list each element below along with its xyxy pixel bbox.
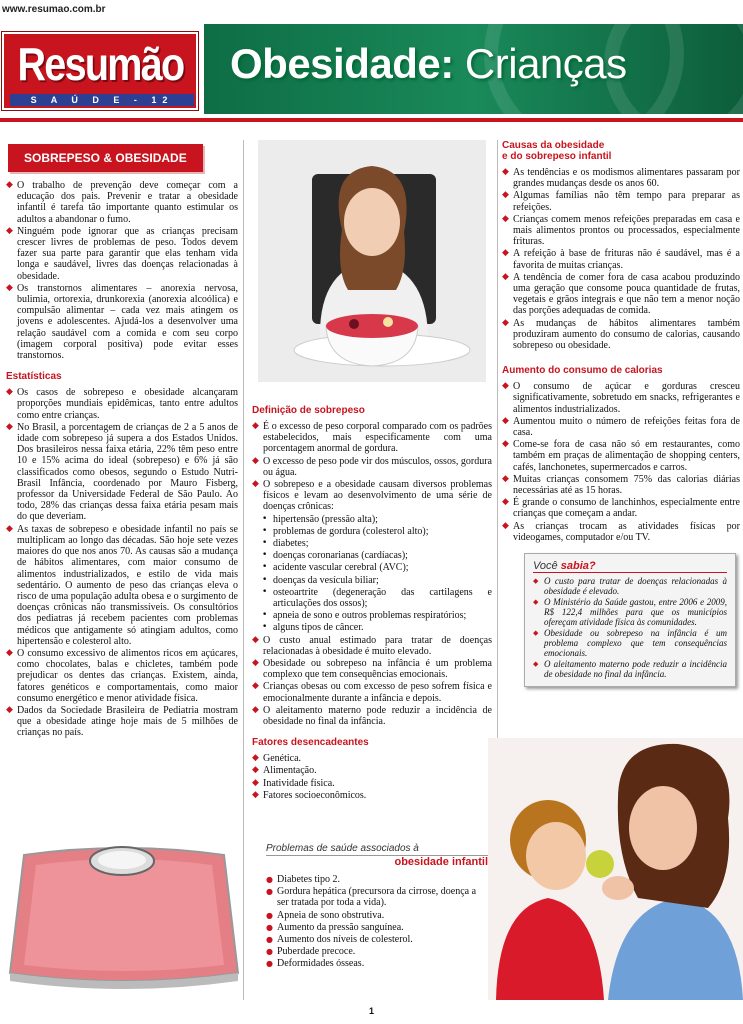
- heading-causas-line2: e do sobrepeso infantil: [502, 151, 612, 162]
- list-item: ◆ O excesso de peso pode vir dos músculos, ossos, gordura ou água.: [252, 456, 492, 478]
- list-item: • hipertensão (pressão alta);: [262, 514, 492, 525]
- definition-list-2: [252, 635, 492, 728]
- box-title-b: sabia?: [560, 560, 596, 573]
- list-item: ◆ Muitas crianças consomem 75% das calorias diárias necessárias até as 15 horas.: [502, 474, 740, 496]
- mother-face: [629, 786, 697, 870]
- list-item: ● Diabetes tipo 2.: [266, 874, 488, 885]
- mother-hand: [602, 876, 634, 900]
- list-item: • doenças coronarianas (cardíacas);: [262, 550, 492, 561]
- face: [344, 188, 400, 256]
- list-item: • alguns tipos de câncer.: [262, 622, 492, 633]
- did-you-know-title: [533, 560, 727, 573]
- list-item: • osteoartrite (degeneração das cartilagens e articulações dos ossos);: [262, 587, 492, 609]
- list-item: ◆ O Ministério da Saúde gastou, entre 2006 e 2009, R$ 122,4 milhões para que os municípios ofereçam atividade física às comunidades.: [533, 597, 727, 627]
- column-left: [6, 140, 238, 740]
- did-you-know-box: [524, 553, 736, 687]
- header-rule: [0, 118, 743, 122]
- column-middle: [252, 395, 492, 802]
- list-item: ◆ Come-se fora de casa não só em restaurantes, como também em praças de alimentação de shopping centers, cafés, lanchonetes, supermercados e carros.: [502, 439, 740, 473]
- heading-estatisticas: Estatísticas: [6, 371, 62, 383]
- bathroom-scale-image: [6, 843, 242, 991]
- list-item: ◆ É o excesso de peso corporal comparado com os padrões estabelecidos, mais especificamente com uma porcentagem anormal de gordura.: [252, 421, 492, 455]
- did-you-know-list: [533, 576, 727, 679]
- problems-title: Problemas de saúde associados à: [266, 843, 488, 856]
- child-face: [526, 822, 586, 890]
- list-item: ◆ Genética.: [252, 753, 492, 764]
- health-problems-box: [266, 843, 488, 971]
- mother-child-photo: [488, 738, 743, 1000]
- list-item: ◆ O aleitamento materno pode reduzir a incidência de obesidade no final da infância.: [533, 659, 727, 679]
- title-colon: :: [440, 40, 454, 87]
- list-item: ● Apneia de sono obstrutiva.: [266, 910, 488, 921]
- list-item: ● Deformidades ósseas.: [266, 958, 488, 969]
- section-title-sobrepeso: SOBREPESO & OBESIDADE: [8, 144, 203, 172]
- list-item: ● Aumento da pressão sanguínea.: [266, 922, 488, 933]
- box-title-a: Você: [533, 560, 561, 573]
- causes-list: [502, 167, 740, 351]
- list-item: • diabetes;: [262, 538, 492, 549]
- list-item: ◆ As tendências e os modismos alimentares passaram por grandes mudanças desde os anos 60.: [502, 167, 740, 189]
- list-item: • doenças da vesícula biliar;: [262, 575, 492, 586]
- logo-subtitle: S A Ú D E - 12: [10, 94, 194, 106]
- banana-slice: [383, 317, 393, 327]
- berry: [349, 319, 359, 329]
- calories-list: [502, 381, 740, 543]
- list-item: • problemas de gordura (colesterol alto);: [262, 526, 492, 537]
- list-item: ◆ Dados da Sociedade Brasileira de Pediatria mostram que a obesidade atinge hoje mais de 5 milhões de crianças no país.: [6, 705, 238, 739]
- heading-calorias: Aumento do consumo de calorias: [502, 365, 663, 377]
- site-url[interactable]: www.resumao.com.br: [2, 4, 106, 15]
- list-item: ◆ Crianças obesas ou com excesso de peso sofrem física e emocionalmente durante a infância e depois.: [252, 681, 492, 703]
- child-shirt: [496, 898, 604, 1000]
- list-item: • acidente vascular cerebral (AVC);: [262, 562, 492, 573]
- list-item: ◆ No Brasil, a porcentagem de crianças de 2 a 5 anos de idade com sobrepeso já supera a dos Estados Unidos. Dos brasileiros nessa faixa etária, 22% têm peso entre 10 e 15% acima do ideal (sobrepeso) e 6% já são classificados como obesos, segundo o Estudo Nutri-Brasil Infância, coordenado por Mauro Fisberg, professor da Universidade Federal de São Paulo. Ao todo, 28% das crianças dessa faixa etária pesam mais do que deveriam.: [6, 422, 238, 523]
- column-divider: [243, 140, 244, 1000]
- list-item: ● Aumento dos níveis de colesterol.: [266, 934, 488, 945]
- list-item: ● Gordura hepática (precursora da cirrose, doença a ser tratada por toda a vida).: [266, 886, 488, 908]
- problems-title-highlight: obesidade infantil: [394, 856, 488, 868]
- list-item: ◆ Os casos de sobrepeso e obesidade alcançaram proporções mundiais epidêmicas, tanto entre adultos como entre crianças.: [6, 387, 238, 421]
- list-item: ◆ O custo para tratar de doenças relacionadas à obesidade é elevado.: [533, 576, 727, 596]
- strawberries: [326, 314, 418, 338]
- list-item: ◆ O sobrepeso e a obesidade causam diversos problemas físicos e levam ao desenvolvimento de uma série de doenças crônicas:: [252, 479, 492, 513]
- list-item: ◆ Algumas famílias não têm tempo para preparar as refeições.: [502, 190, 740, 212]
- list-item: ◆ É grande o consumo de lanchinhos, especialmente entre crianças que começam a andar.: [502, 497, 740, 519]
- title-sub: Crianças: [453, 40, 627, 87]
- mother-shirt: [608, 898, 743, 1000]
- apple: [586, 850, 614, 878]
- title-band: [204, 24, 743, 114]
- page-header: [0, 0, 743, 120]
- column-divider: [497, 140, 498, 800]
- list-item: ◆ Inatividade física.: [252, 778, 492, 789]
- heading-causas-line1: Causas da obesidade: [502, 140, 605, 151]
- mother-child-illustration: [488, 738, 743, 1000]
- list-item: ◆ Os transtornos alimentares – anorexia nervosa, bulimia, ortorexia, drunkorexia (anorexia alcoólica) e compulsão alimentar – cada vez mais atingem os jovens e adolescentes. Ajudá-los a desenvolver uma relação saudável com a comida e com seu corpo (imagem corporal positiva) pode evitar esses transtornos.: [6, 283, 238, 361]
- list-item: ◆ A refeição à base de frituras não é saudável, mas é a favorita de muitas crianças.: [502, 248, 740, 270]
- list-item: ◆ As taxas de sobrepeso e obesidade infantil no país se multiplicam ao longo das décadas. São hoje sete vezes maiores do que nos anos 70. As causas são a mudança de hábitos alimentares, com maior consumo de alimentos industrializados, e estilo de vida mais sedentário. O aumento de peso das crianças eleva o risco de uma população adulta obesa e o surgimento de doenças crônicas não transmissíveis. Os consultórios dos pediatras já recebem pacientes com problemas médicos que antigamente só atingiam adultos, como hipertensão e colesterol alto.: [6, 524, 238, 647]
- list-item: ● Puberdade precoce.: [266, 946, 488, 957]
- list-item: • apneia de sono e outros problemas respiratórios;: [262, 610, 492, 621]
- list-item: ◆ O aleitamento materno pode reduzir a incidência de obesidade no final da infância.: [252, 705, 492, 727]
- list-item: ◆ Obesidade ou sobrepeso na infância é um problema complexo que tem consequências emocionais.: [533, 628, 727, 658]
- list-item: ◆ As crianças trocam as atividades físicas por videogames, computador e/ou TV.: [502, 521, 740, 543]
- list-item: ◆ As mudanças de hábitos alimentares também produziram aumento do consumo de calorias, causando sobrepeso ou obesidade.: [502, 318, 740, 352]
- girl-eating-photo: [258, 140, 486, 382]
- factors-list: [252, 753, 492, 801]
- logo-text: Resumão: [17, 38, 184, 90]
- title-main: Obesidade: [230, 40, 441, 87]
- definition-list: [252, 421, 492, 513]
- page-number: 1: [368, 1006, 374, 1016]
- girl-illustration: [258, 140, 486, 382]
- list-item: ◆ Fatores socioeconômicos.: [252, 790, 492, 801]
- page-title: [230, 40, 627, 88]
- scale-dial-face: [98, 851, 146, 869]
- list-item: ◆ Ninguém pode ignorar que as crianças precisam crescer livres de problemas de peso. Todos devem fazer sua parte para garantir que elas tenham vida longa e saudável, livres das doenças relacionadas à obesidade.: [6, 226, 238, 282]
- list-item: ◆ O trabalho de prevenção deve começar com a educação dos pais. Prevenir e tratar a obesidade infantil é tarefa tão importante quanto estimular os adultos a abandonar o fumo.: [6, 180, 238, 225]
- list-item: ◆ Aumentou muito o número de refeições feitas fora de casa.: [502, 416, 740, 438]
- problems-list: [266, 874, 488, 970]
- list-item: ◆ O consumo excessivo de alimentos ricos em açúcares, como chocolates, balas e chicletes, também pode prejudicar os dentes das crianças. Existem, ainda, fatores genéticos e comportamentais, como maior consumo energético e menor atividade física.: [6, 648, 238, 704]
- diseases-list: [252, 514, 492, 634]
- list-item: ◆ A tendência de comer fora de casa acabou produzindo uma geração que consome pouca quantidade de frutas, vegetais e grãos integrais e que não tem a menor noção das porções adequadas de comida.: [502, 272, 740, 317]
- column-right: [502, 140, 740, 687]
- heading-causas: [502, 140, 740, 162]
- brand-logo: [2, 32, 198, 110]
- list-item: ◆ O consumo de açúcar e gorduras cresceu significativamente, sobretudo em snacks, refrigerantes e alimentos industrializados.: [502, 381, 740, 415]
- list-item: ◆ O custo anual estimado para tratar de doenças relacionadas à obesidade é muito elevado.: [252, 635, 492, 657]
- heading-fatores: Fatores desencadeantes: [252, 737, 369, 749]
- list-item: ◆ Obesidade ou sobrepeso na infância é um problema complexo que tem consequências emocionais.: [252, 658, 492, 680]
- list-item: ◆ Alimentação.: [252, 765, 492, 776]
- intro-list: [6, 180, 238, 361]
- list-item: ◆ Crianças comem menos refeições preparadas em casa e mais alimentos prontos ou processados, especialmente frituras.: [502, 214, 740, 248]
- heading-definicao: Definição de sobrepeso: [252, 405, 365, 416]
- stats-list: [6, 387, 238, 738]
